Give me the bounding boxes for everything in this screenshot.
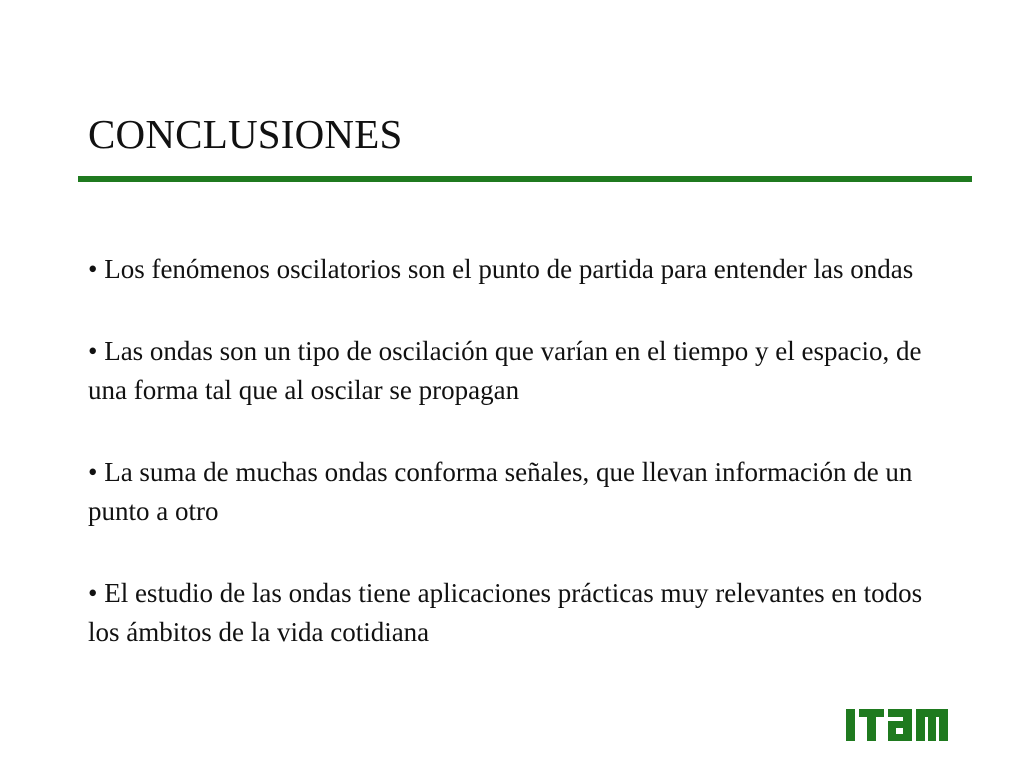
bullet-item: • La suma de muchas ondas conforma señales, que llevan información de un punto a otro — [88, 457, 913, 526]
title-divider — [78, 176, 972, 182]
slide-title: CONCLUSIONES — [88, 111, 403, 157]
bullet-item: • Los fenómenos oscilatorios son el punto de partida para entender las ondas — [88, 254, 914, 284]
bullet-item: • Las ondas son un tipo de oscilación que varían en el tiempo y el espacio, de una forma tal que al oscilar se propagan — [88, 336, 922, 405]
bullet-list — [88, 250, 948, 652]
itam-logo — [846, 705, 948, 745]
bullet-item: • El estudio de las ondas tiene aplicaciones prácticas muy relevantes en todos los ámbitos de la vida cotidiana — [88, 578, 923, 647]
